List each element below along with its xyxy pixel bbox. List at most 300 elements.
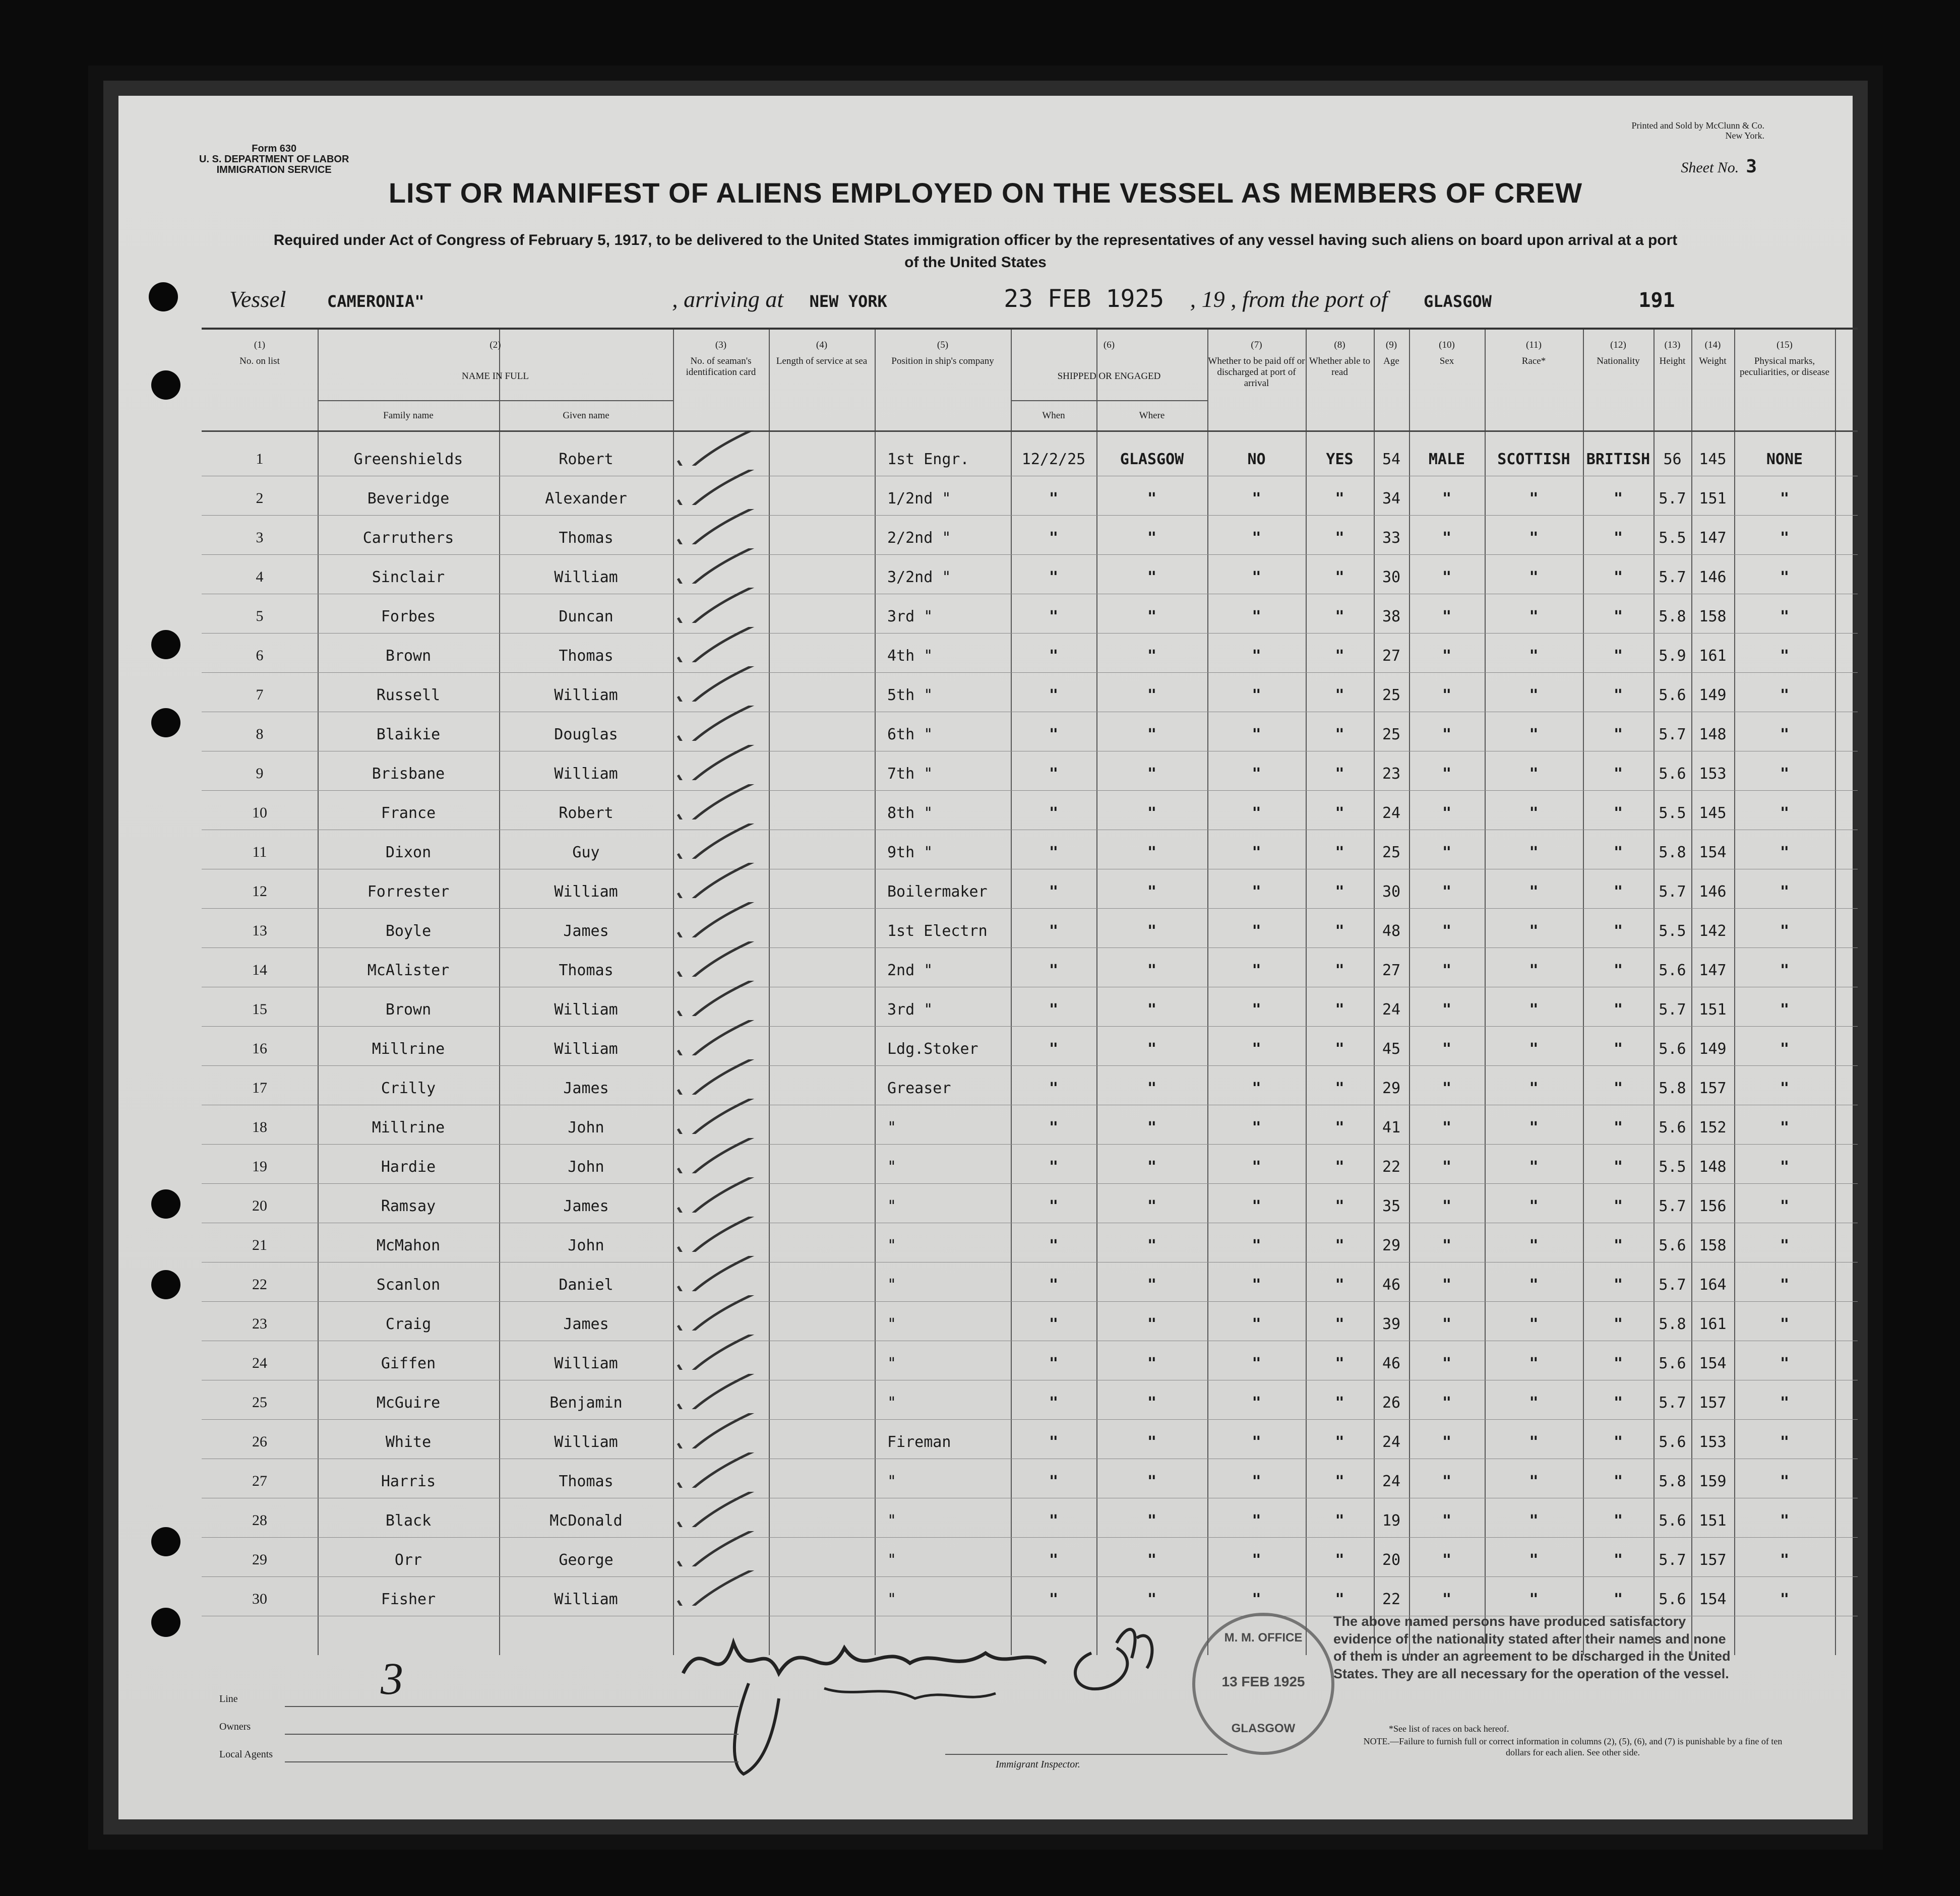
sheet-label: Sheet No.	[1681, 159, 1739, 176]
column-number: (11)	[1526, 340, 1542, 350]
column-label: Weight	[1699, 355, 1727, 366]
row-rule	[202, 633, 1858, 634]
ditto-mark: "	[1049, 1394, 1059, 1412]
ditto-mark: "	[1335, 1119, 1344, 1136]
stamp-top-text: M. M. OFFICE	[1224, 1631, 1303, 1645]
position: 9th "	[887, 844, 933, 861]
family-name: Millrine	[372, 1119, 445, 1136]
ditto-mark: "	[1147, 490, 1157, 508]
ditto-mark: "	[1442, 922, 1452, 940]
ditto-mark: "	[1147, 962, 1157, 979]
shipped-where: GLASGOW	[1120, 451, 1184, 468]
form-identifier	[199, 144, 349, 175]
age: 24	[1382, 804, 1401, 822]
ditto-mark: "	[1780, 1276, 1790, 1294]
check-mark-icon	[673, 1099, 789, 1134]
ditto-mark: "	[1252, 490, 1261, 508]
check-mark-icon	[673, 1531, 789, 1566]
given-name: John	[568, 1119, 604, 1136]
ditto-mark: "	[1252, 1276, 1261, 1294]
ditto-mark: "	[1335, 765, 1344, 783]
given-name: William	[554, 1591, 618, 1608]
ditto-mark: "	[1780, 1158, 1790, 1176]
column-number: (5)	[937, 340, 949, 350]
age: 38	[1382, 608, 1401, 625]
given-name: Daniel	[559, 1276, 614, 1294]
family-name: Hardie	[381, 1158, 436, 1176]
position: 6th "	[887, 726, 933, 743]
ditto-mark: "	[1147, 647, 1157, 665]
ditto-mark: "	[1335, 804, 1344, 822]
age: 25	[1382, 726, 1401, 743]
ditto-mark: "	[1442, 1591, 1452, 1608]
family-name: Ramsay	[381, 1197, 436, 1215]
ditto-mark: "	[1529, 1040, 1539, 1058]
ditto-mark: "	[1442, 1512, 1452, 1530]
row-number: 1	[256, 451, 264, 467]
weight: 158	[1699, 608, 1727, 625]
department-name: U. S. DEPARTMENT OF LABOR	[199, 154, 349, 165]
weight: 142	[1699, 922, 1727, 940]
ditto-mark: "	[1613, 1237, 1623, 1254]
column-label: Whether to be paid off or discharged at port of arrival	[1208, 355, 1305, 389]
ditto-mark: "	[1442, 1158, 1452, 1176]
age: 25	[1382, 844, 1401, 861]
ditto-mark: "	[1780, 568, 1790, 586]
row-rule	[202, 1144, 1858, 1145]
row-number: 25	[252, 1394, 267, 1411]
position: "	[887, 1237, 897, 1254]
row-rule	[202, 1301, 1858, 1302]
ditto-mark: "	[1442, 1551, 1452, 1569]
age: 23	[1382, 765, 1401, 783]
ditto-mark: "	[1442, 1040, 1452, 1058]
check-mark-icon	[673, 1335, 789, 1370]
position: "	[887, 1119, 897, 1136]
weight: 154	[1699, 1591, 1727, 1608]
height: 5.6	[1659, 1433, 1686, 1451]
ditto-mark: "	[1442, 1276, 1452, 1294]
ditto-mark: "	[1252, 1551, 1261, 1569]
check-mark-icon	[673, 706, 789, 741]
ditto-mark: "	[1252, 962, 1261, 979]
ditto-mark: "	[1529, 844, 1539, 861]
column-rule	[1207, 330, 1208, 1655]
ditto-mark: "	[1529, 765, 1539, 783]
row-rule	[202, 947, 1858, 948]
year-suffix: 191	[1638, 289, 1675, 312]
given-name: Duncan	[559, 608, 614, 625]
ditto-mark: "	[1529, 568, 1539, 586]
row-number: 19	[252, 1158, 267, 1175]
ditto-mark: "	[1442, 1355, 1452, 1372]
ditto-mark: "	[1049, 1080, 1059, 1097]
ditto-mark: "	[1147, 686, 1157, 704]
family-name: Brown	[385, 647, 432, 665]
ditto-mark: "	[1613, 1197, 1623, 1215]
shipped-when: 12/2/25	[1021, 451, 1086, 468]
ditto-mark: "	[1252, 1591, 1261, 1608]
ditto-mark: "	[1442, 1315, 1452, 1333]
row-number: 28	[252, 1512, 267, 1529]
check-mark-icon	[673, 1020, 789, 1055]
owners-rule	[285, 1734, 739, 1735]
given-name: William	[554, 1355, 618, 1372]
weight: 147	[1699, 529, 1727, 547]
ditto-mark: "	[1252, 1512, 1261, 1530]
check-mark-icon	[673, 1059, 789, 1095]
column-rule	[1409, 330, 1410, 1655]
ditto-mark: "	[1442, 1473, 1452, 1490]
ditto-mark: "	[1780, 1237, 1790, 1254]
row-number: 20	[252, 1197, 267, 1214]
punch-hole-icon	[151, 370, 180, 400]
check-mark-icon	[673, 1217, 789, 1252]
row-number: 14	[252, 962, 267, 978]
punch-hole-icon	[151, 1270, 180, 1299]
column-number: (12)	[1610, 340, 1626, 350]
given-name: William	[554, 883, 618, 901]
ditto-mark: "	[1147, 1394, 1157, 1412]
row-number: 16	[252, 1040, 267, 1057]
ditto-mark: "	[1147, 1591, 1157, 1608]
ditto-mark: "	[1780, 608, 1790, 625]
inspector-rule	[945, 1754, 1228, 1755]
ditto-mark: "	[1529, 608, 1539, 625]
sub-header-c2_family: Family name	[383, 410, 434, 421]
given-name: William	[554, 1040, 618, 1058]
ditto-mark: "	[1335, 1473, 1344, 1490]
ditto-mark: "	[1529, 1197, 1539, 1215]
height: 5.9	[1659, 647, 1686, 665]
manifest-sheet	[118, 96, 1853, 1819]
ditto-mark: "	[1335, 1001, 1344, 1019]
ditto-mark: "	[1780, 922, 1790, 940]
weight: 158	[1699, 1237, 1727, 1254]
ditto-mark: "	[1049, 1591, 1059, 1608]
weight: 156	[1699, 1197, 1727, 1215]
family-name: Forrester	[367, 883, 450, 901]
ditto-mark: "	[1335, 1276, 1344, 1294]
ditto-mark: "	[1049, 490, 1059, 508]
ditto-mark: "	[1442, 1119, 1452, 1136]
ditto-mark: "	[1335, 1394, 1344, 1412]
row-rule	[202, 554, 1858, 555]
ditto-mark: "	[1529, 1591, 1539, 1608]
row-number: 9	[256, 765, 264, 782]
ditto-mark: "	[1613, 568, 1623, 586]
ditto-mark: "	[1529, 1119, 1539, 1136]
family-name: Black	[385, 1512, 432, 1530]
ditto-mark: "	[1252, 883, 1261, 901]
printer-line: Printed and Sold by McClunn & Co.	[1631, 120, 1764, 131]
ditto-mark: "	[1529, 804, 1539, 822]
ditto-mark: "	[1147, 1197, 1157, 1215]
check-mark-icon	[673, 1570, 789, 1606]
family-name: Forbes	[381, 608, 436, 625]
height: 5.6	[1659, 1119, 1686, 1136]
column-rule	[1374, 330, 1375, 1655]
column-rule	[1653, 330, 1655, 1655]
column-rule	[1691, 330, 1692, 1655]
given-name: John	[568, 1237, 604, 1254]
age: 24	[1382, 1473, 1401, 1490]
ditto-mark: "	[1049, 922, 1059, 940]
ditto-mark: "	[1252, 765, 1261, 783]
check-mark-icon	[673, 824, 789, 859]
ditto-mark: "	[1613, 1355, 1623, 1372]
ditto-mark: "	[1147, 1237, 1157, 1254]
given-name: James	[563, 1080, 609, 1097]
weight: 145	[1699, 804, 1727, 822]
height: 5.5	[1659, 922, 1686, 940]
ditto-mark: "	[1442, 1001, 1452, 1019]
family-name: Dixon	[385, 844, 432, 861]
ditto-mark: "	[1780, 1551, 1790, 1569]
punch-hole-icon	[151, 708, 180, 737]
height: 5.6	[1659, 765, 1686, 783]
ditto-mark: "	[1252, 608, 1261, 625]
check-mark-icon	[673, 784, 789, 819]
weight: 161	[1699, 647, 1727, 665]
ditto-mark: "	[1252, 844, 1261, 861]
sub-header-c6_where: Where	[1139, 410, 1165, 421]
ditto-mark: "	[1335, 529, 1344, 547]
row-number: 27	[252, 1473, 267, 1489]
height: 5.7	[1659, 568, 1686, 586]
family-name: France	[381, 804, 436, 822]
weight: 151	[1699, 1001, 1727, 1019]
ditto-mark: "	[1049, 1119, 1059, 1136]
column-header-c12	[1583, 340, 1653, 367]
height: 5.8	[1659, 608, 1686, 625]
age: 54	[1382, 451, 1401, 468]
height: 5.6	[1659, 1355, 1686, 1372]
ditto-mark: "	[1613, 1473, 1623, 1490]
weight: 161	[1699, 1315, 1727, 1333]
row-number: 21	[252, 1237, 267, 1253]
ditto-mark: "	[1049, 765, 1059, 783]
given-name: Robert	[559, 804, 614, 822]
ditto-mark: "	[1049, 1473, 1059, 1490]
position: "	[887, 1551, 897, 1569]
age: 26	[1382, 1394, 1401, 1412]
position: "	[887, 1591, 897, 1608]
ditto-mark: "	[1613, 804, 1623, 822]
ditto-mark: "	[1252, 1473, 1261, 1490]
weight: 149	[1699, 686, 1727, 704]
row-number: 23	[252, 1315, 267, 1332]
row-number: 7	[256, 686, 264, 703]
form-number: Form 630	[252, 143, 297, 154]
line-label: Line	[219, 1693, 238, 1704]
column-label: Length of service at sea	[776, 355, 868, 366]
ditto-mark: "	[1780, 1197, 1790, 1215]
given-name: Benjamin	[549, 1394, 623, 1412]
check-mark-icon	[673, 1374, 789, 1409]
ditto-mark: "	[1780, 1512, 1790, 1530]
column-number: (15)	[1777, 340, 1793, 350]
family-name: Brisbane	[372, 765, 445, 783]
row-number: 5	[256, 608, 264, 624]
column-number: (10)	[1439, 340, 1455, 350]
age: 22	[1382, 1158, 1401, 1176]
check-mark-icon	[673, 1138, 789, 1173]
name-subheader-rule	[318, 400, 673, 401]
ditto-mark: "	[1613, 686, 1623, 704]
ditto-mark: "	[1780, 726, 1790, 743]
ditto-mark: "	[1335, 1433, 1344, 1451]
row-rule	[202, 790, 1858, 791]
ditto-mark: "	[1147, 1040, 1157, 1058]
weight: 159	[1699, 1473, 1727, 1490]
row-number: 22	[252, 1276, 267, 1293]
ditto-mark: "	[1613, 844, 1623, 861]
given-name: James	[563, 1315, 609, 1333]
ditto-mark: "	[1529, 883, 1539, 901]
ditto-mark: "	[1613, 962, 1623, 979]
ditto-mark: "	[1335, 686, 1344, 704]
ditto-mark: "	[1049, 726, 1059, 743]
family-name: McAlister	[367, 962, 450, 979]
ditto-mark: "	[1613, 647, 1623, 665]
punch-hole-icon	[151, 630, 180, 659]
ditto-mark: "	[1049, 804, 1059, 822]
page-subtitle: Required under Act of Congress of February 5, 1917, to be delivered to the United States immigration officer by the representatives of any vessel having such aliens on board upon arrival at a port of the United States	[273, 232, 1678, 271]
age: 46	[1382, 1276, 1401, 1294]
ditto-mark: "	[1613, 1276, 1623, 1294]
sub-header-c6_when: When	[1042, 410, 1065, 421]
height: 5.7	[1659, 883, 1686, 901]
family-name: Fisher	[381, 1591, 436, 1608]
arrival-date-stamp: 23 FEB 1925	[1004, 285, 1165, 313]
vessel-name: CAMERONIA"	[327, 292, 424, 311]
punch-hole-icon	[151, 1608, 180, 1637]
shipped-subheader-rule	[1011, 400, 1207, 401]
ditto-mark: "	[1529, 1276, 1539, 1294]
given-name: Douglas	[554, 726, 618, 743]
ditto-mark: "	[1147, 608, 1157, 625]
position: 2nd "	[887, 962, 933, 979]
column-header-c9	[1374, 340, 1409, 367]
ditto-mark: "	[1147, 765, 1157, 783]
family-name: Russell	[376, 686, 441, 704]
column-rule	[1011, 330, 1012, 1655]
ditto-mark: "	[1780, 686, 1790, 704]
family-name: Sinclair	[372, 568, 445, 586]
ditto-mark: "	[1442, 608, 1452, 625]
ditto-mark: "	[1442, 804, 1452, 822]
ditto-mark: "	[1335, 647, 1344, 665]
check-mark-icon	[673, 509, 789, 544]
ditto-mark: "	[1529, 1394, 1539, 1412]
agents-label: Local Agents	[219, 1749, 273, 1760]
given-name: William	[554, 765, 618, 783]
ditto-mark: "	[1335, 883, 1344, 901]
check-mark-icon	[673, 470, 789, 505]
punch-hole-icon	[151, 1189, 180, 1219]
age: 35	[1382, 1197, 1401, 1215]
row-number: 6	[256, 647, 264, 664]
ditto-mark: "	[1049, 1158, 1059, 1176]
physical-marks: NONE	[1766, 451, 1803, 468]
given-name: William	[554, 1433, 618, 1451]
ditto-mark: "	[1613, 765, 1623, 783]
column-number: (2)	[489, 340, 501, 350]
column-label: SHIPPED OR ENGAGED	[1057, 370, 1161, 382]
position: 1st Engr.	[887, 451, 969, 468]
ditto-mark: "	[1147, 568, 1157, 586]
weight: 157	[1699, 1080, 1727, 1097]
height: 5.6	[1659, 686, 1686, 704]
punch-hole-icon	[151, 1527, 180, 1556]
ditto-mark: "	[1049, 1355, 1059, 1372]
ditto-mark: "	[1049, 1433, 1059, 1451]
year-label: , 19	[1190, 286, 1225, 312]
age: 29	[1382, 1237, 1401, 1254]
ditto-mark: "	[1529, 1473, 1539, 1490]
check-mark-icon	[673, 902, 789, 937]
weight: 145	[1699, 451, 1727, 468]
ditto-mark: "	[1529, 1001, 1539, 1019]
age: 27	[1382, 647, 1401, 665]
given-name: Thomas	[559, 1473, 614, 1490]
position: "	[887, 1315, 897, 1333]
ditto-mark: "	[1252, 1001, 1261, 1019]
column-rule	[1835, 330, 1836, 1655]
ditto-mark: "	[1049, 647, 1059, 665]
ditto-mark: "	[1147, 1158, 1157, 1176]
ditto-mark: "	[1780, 883, 1790, 901]
family-name: Blaikie	[376, 726, 441, 743]
check-mark-icon	[673, 941, 789, 977]
ditto-mark: "	[1780, 844, 1790, 861]
ditto-mark: "	[1335, 1355, 1344, 1372]
ditto-mark: "	[1442, 1080, 1452, 1097]
ditto-mark: "	[1613, 1001, 1623, 1019]
check-mark-icon	[673, 548, 789, 584]
service-name: IMMIGRATION SERVICE	[216, 164, 332, 175]
given-name: James	[563, 922, 609, 940]
column-number: (1)	[254, 340, 266, 350]
column-rule	[499, 330, 500, 1655]
height: 5.7	[1659, 1551, 1686, 1569]
given-name: John	[568, 1158, 604, 1176]
position: "	[887, 1355, 897, 1372]
height: 5.8	[1659, 1473, 1686, 1490]
row-number: 24	[252, 1355, 267, 1371]
arrival-port: NEW YORK	[809, 292, 887, 311]
vessel-label: Vessel	[229, 286, 286, 312]
family-name: Orr	[394, 1551, 422, 1569]
row-number: 8	[256, 726, 264, 742]
position: "	[887, 1158, 897, 1176]
family-name: Brown	[385, 1001, 432, 1019]
row-number: 26	[252, 1433, 267, 1450]
ditto-mark: "	[1529, 1315, 1539, 1333]
age: 45	[1382, 1040, 1401, 1058]
ditto-mark: "	[1252, 922, 1261, 940]
ditto-mark: "	[1049, 1512, 1059, 1530]
ditto-mark: "	[1049, 1315, 1059, 1333]
race: SCOTTISH	[1497, 451, 1570, 468]
ditto-mark: "	[1335, 1197, 1344, 1215]
age: 33	[1382, 529, 1401, 547]
ditto-mark: "	[1147, 804, 1157, 822]
given-name: William	[554, 1001, 618, 1019]
position: 3rd "	[887, 1001, 933, 1019]
ditto-mark: "	[1613, 490, 1623, 508]
